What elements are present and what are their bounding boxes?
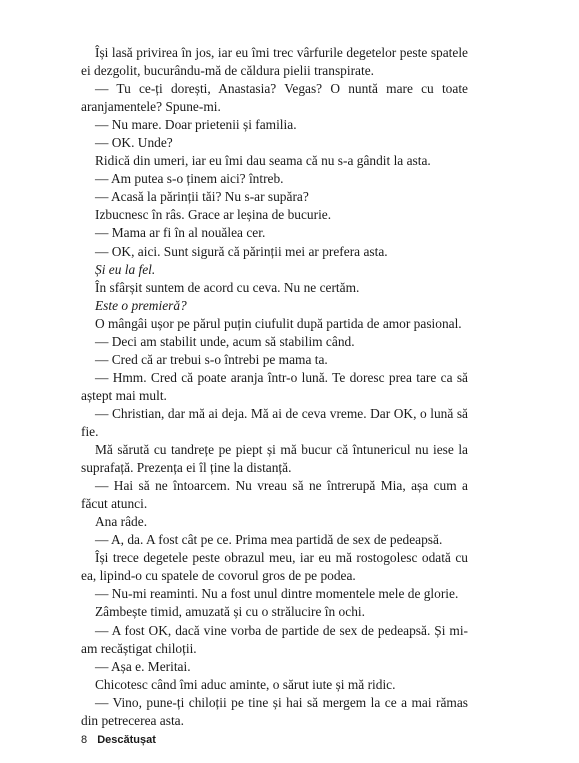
paragraph: — Acasă la părinții tăi? Nu s-ar supăra?: [95, 189, 309, 205]
paragraph: — Așa e. Meritai.: [95, 658, 191, 674]
paragraph: — Christian, dar mă ai deja. Mă ai de ceva vreme. Dar OK, o lună să fie.: [81, 405, 468, 439]
paragraph: — Deci am stabilit unde, acum să stabilim când.: [95, 333, 355, 349]
page-footer: [81, 734, 156, 746]
paragraph: Izbucnesc în râs. Grace ar leșina de bucurie.: [95, 207, 332, 223]
paragraph: — Hmm. Cred că poate aranja într-o lună. Te doresc prea tare ca să aștept mai mult.: [81, 369, 468, 403]
paragraph: — OK, aici. Sunt sigură că părinții mei ar prefera asta.: [95, 243, 388, 259]
paragraph: Este o premieră?: [95, 297, 187, 313]
paragraph: — Nu mare. Doar prietenii și familia.: [95, 117, 297, 133]
paragraph: — A fost OK, dacă vine vorba de partide de sex de pedeapsă. Și mi-am recăștigat chiloții.: [81, 622, 468, 656]
paragraph: — OK. Unde?: [95, 135, 173, 151]
paragraph: Își lasă privirea în jos, iar eu îmi trec vârfurile degetelor peste spatele ei dezgolit, bucurându-mă de căldura pielii transpirate.: [81, 45, 468, 79]
paragraph: — Mama ar fi în al nouălea cer.: [95, 225, 266, 241]
paragraph: — Cred că ar trebui s-o întrebi pe mama ta.: [95, 351, 328, 367]
paragraph: O mângâi ușor pe părul puțin ciufulit după partida de amor pasional.: [95, 315, 462, 331]
paragraph: Zâmbește timid, amuzată și cu o strălucire în ochi.: [95, 604, 365, 620]
paragraph: Chicotesc când îmi aduc aminte, o sărut iute și mă ridic.: [95, 676, 396, 692]
paragraph: Mă sărută cu tandrețe pe piept și mă bucur că întunericul nu iese la suprafață. Prezența ei îl ține la distanță.: [81, 442, 468, 476]
paragraph: Ana râde.: [95, 514, 148, 530]
paragraph: — Hai să ne întoarcem. Nu vreau să ne întrerupă Mia, așa cum a făcut atunci.: [81, 478, 468, 512]
paragraph: În sfârșit suntem de acord cu ceva. Nu ne certăm.: [95, 279, 360, 295]
body-text: [81, 44, 468, 730]
paragraph: Ridică din umeri, iar eu îmi dau seama că nu s-a gândit la asta.: [95, 153, 431, 169]
paragraph: — Am putea s-o ținem aici? întreb.: [95, 171, 284, 187]
paragraph: — Tu ce-ți dorești, Anastasia? Vegas? O nuntă mare cu toate aranjamentele? Spune-mi.: [81, 81, 468, 115]
running-title: Descătușat: [97, 734, 156, 746]
paragraph: — Vino, pune-ți chiloții pe tine și hai să mergem la ce a mai rămas din petrecerea asta.: [81, 694, 468, 728]
paragraph: Își trece degetele peste obrazul meu, iar eu mă rostogolesc odată cu ea, lipind-o cu spatele de covorul gros de pe podea.: [81, 550, 468, 584]
paragraph: — A, da. A fost cât pe ce. Prima mea partidă de sex de pedeapsă.: [95, 532, 443, 548]
page-number: 8: [81, 734, 88, 746]
paragraph: — Nu-mi reaminti. Nu a fost unul dintre momentele mele de glorie.: [95, 586, 459, 602]
paragraph: Și eu la fel.: [95, 261, 156, 277]
